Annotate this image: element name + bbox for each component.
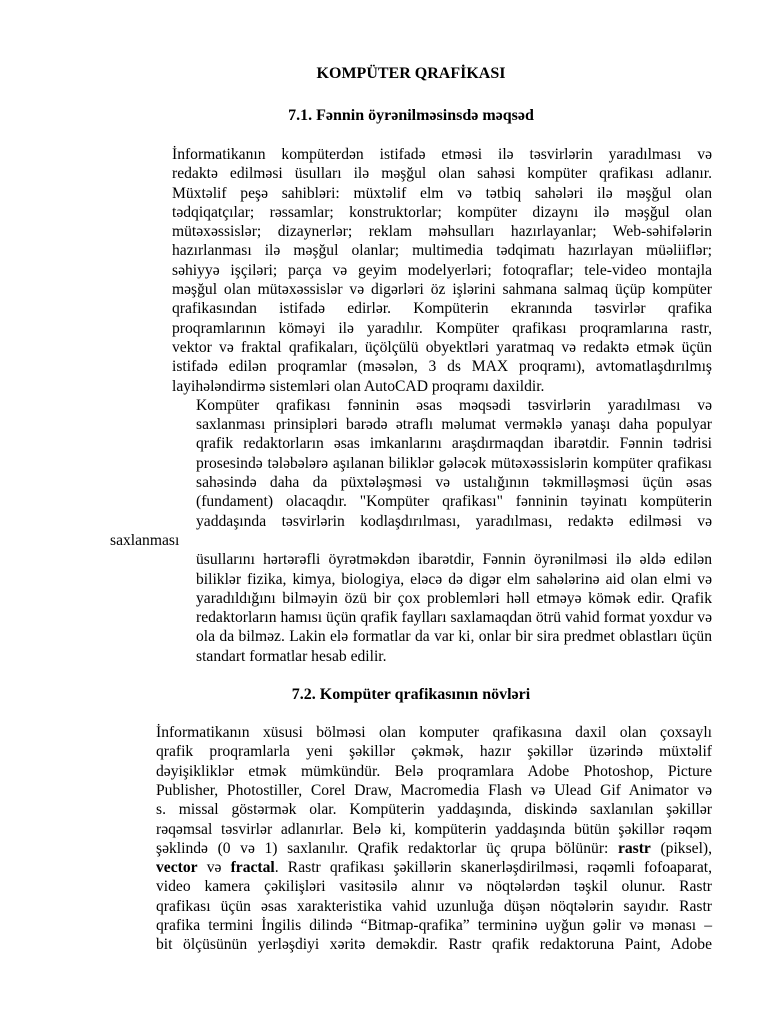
paragraph-line: qrafik redaktorların əsas imkanlarını araşdırmaqdan ibarətdir. Fənnin tədrisi — [196, 435, 712, 453]
paragraph-line: İnformatikanın kompüterdən istifadə etməsi ilə təsvirlərin yaradılması və — [172, 146, 712, 163]
document-title: KOMPÜTER QRAFİKASI — [316, 65, 506, 82]
line-text: və — [197, 859, 231, 877]
paragraph-line-vector-fractal — [110, 858, 712, 877]
paragraph-line: proqramlarının köməyi ilə yaradılır. Kompüter qrafikası proqramlarına rastr, — [172, 319, 712, 337]
paragraph-line: mütəxəssislər; dizaynerlər; reklam məhsulları hazırlayanlar; Web-səhifələrin — [172, 223, 712, 241]
paragraph-line: rəqəmsal təsvirlər adlanırlar. Belə ki, kompüterin yaddaşında bütün şəkillər rəqəm — [156, 820, 712, 838]
paragraph-1 — [110, 145, 712, 396]
paragraph-line: məşğul olan mütəxəssislər və digərləri öz işlərini sahmana salmaq üçüp kompüter — [172, 281, 712, 299]
paragraph-line: (fundament) olacaqdır. "Kompüter qrafikası" fənninin təyinatı kompüterin — [196, 493, 712, 511]
paragraph-line: s. missal göstərmək olar. Kompüterin yaddaşında, diskində saxlanılan şəkillər — [156, 801, 712, 819]
paragraph-line: qrafikasından istifadə edirlər. Kompüterin ekranında təsvirlər qrafika — [172, 300, 712, 318]
line-text: . Rastr qrafikası şəkillərin skanerləşdirilməsi, rəqəmli fofoaparat, — [274, 859, 712, 877]
bold-term-fractal: fractal — [230, 859, 275, 877]
paragraph-line: ola da bilməz. Lakin elə formatlar da var ki, onlar bir sira predmet oblastları üçün — [196, 628, 712, 646]
paragraph-line: Publisher, Photostiller, Corel Draw, Macromedia Flash və Ulead Gif Animator və — [156, 781, 712, 799]
paragraph-3 — [110, 723, 712, 955]
paragraph-2 — [110, 396, 712, 666]
paragraph-line: Kompüter qrafikası fənninin əsas məqsədi təsvirlərin yaradılması və — [196, 396, 712, 414]
paragraph-line: səhiyyə işçiləri; parça və geyim modelyerləri; fotoqraflar; tele-video montajla — [172, 261, 712, 279]
paragraph-line: Müxtəlif peşə sahibləri: müxtəlif elm və tətbiq sahələri ilə məşğul olan — [172, 184, 712, 202]
section-heading-7-2: 7.2. Kompüter qrafikasının növləri — [291, 686, 531, 704]
document-page — [110, 64, 712, 955]
section-heading-7-1: 7.1. Fənnin öyrənilməsinsdə məqsəd — [288, 107, 534, 124]
paragraph-line: üsullarını hərtərəfli öyrətməkdən ibarətdir, Fənnin öyrənilməsi ilə əldə edilən — [196, 551, 712, 569]
bold-term-rastr: rastr — [617, 839, 651, 857]
paragraph-line: vektor və fraktal qrafikaları, üçölçülü obyektləri yaratmaq və redaktə etmək üçün — [172, 338, 712, 356]
paragraph-line: bit ölçüsünün yerləşdiyi xəritə deməkdir. Rastr qrafik redaktoruna Paint, Adobe — [156, 936, 712, 954]
line-text: şəklində (0 və 1) saxlanılır. Qrafik redaktorlar üç qrupa bölünür: — [156, 839, 618, 857]
paragraph-line: qrafika termini İngilis dilində “Bitmap-qrafika” termininə uyğun gəlir və mənası – — [156, 916, 712, 934]
paragraph-line: İnformatikanın xüsusi bölməsi olan komputer qrafikasına daxil olan çoxsaylı — [156, 724, 712, 742]
paragraph-line: qrafikası üçün əsas xarakteristika vahid uzunluğa düşən nöqtələrin sayıdır. Rastr — [156, 897, 712, 915]
paragraph-line: video kamera çəkilişləri vasitəsilə alınır və nöqtələrdən təşkil olunur. Rastr — [156, 878, 712, 896]
paragraph-line: redaktorların hamısı üçün qrafik faylları saxlamaqdan ötrü vahid format yoxdur və — [196, 609, 712, 627]
paragraph-line: qrafik proqramlarla yeni şəkillər çəkmək, hazır şəkillər üzərində müxtəlif — [156, 743, 712, 761]
paragraph-line: standart formatlar hesab edilir. — [196, 647, 387, 665]
paragraph-line-rastr — [110, 839, 712, 858]
line-text: (piksel), — [650, 839, 712, 857]
paragraph-line: layihələndirmə sistemləri olan AutoCAD proqramı daxildir. — [172, 377, 545, 395]
paragraph-line: tədqiqatçılar; rəssamlar; konstruktorlar; kompüter dizaynı ilə məşğul olan — [172, 203, 712, 221]
paragraph-line: yaddaşında təsvirlərin kodlaşdırılması, yaradılması, redaktə edilməsi və saxlanması — [110, 512, 712, 549]
paragraph-line: biliklər fizika, kimya, biologiya, eləcə də digər elm sahələrinə aid olan elmi və — [196, 570, 712, 588]
paragraph-line: redaktə edilməsi üsulları ilə məşğul olan sahəsi kompüter qrafikası adlanır. — [172, 165, 712, 183]
paragraph-line: prosesində tələbələrə aşılanan biliklər gələcək mütəxəssislərin kompüter qrafikası — [196, 454, 712, 472]
paragraph-line: istifadə edilən proqramlar (məsələn, 3 ds MAX proqramı), avtomatlaşdırılmış — [172, 358, 712, 376]
paragraph-line: sahəsində daha da püxtələşməsi və ustalığının təkmilləşməsi üçün əsas — [196, 474, 712, 492]
bold-term-vector: vector — [156, 859, 198, 877]
paragraph-line: yaradıldığını bilməyin özü bir çox problemləri həll etməyə kömək edir. Qrafik — [196, 589, 712, 607]
paragraph-line: dəyişikliklər etmək mümkündür. Belə proqramlara Adobe Photoshop, Picture — [156, 762, 712, 780]
paragraph-line: saxlanması prinsipləri barədə ətraflı məlumat verməklə yanaşı daha populyar — [196, 416, 712, 434]
paragraph-line: hazırlanması ilə məşğul olanlar; multimedia tədqimatı hazırlayan müəliiflər; — [172, 242, 712, 260]
